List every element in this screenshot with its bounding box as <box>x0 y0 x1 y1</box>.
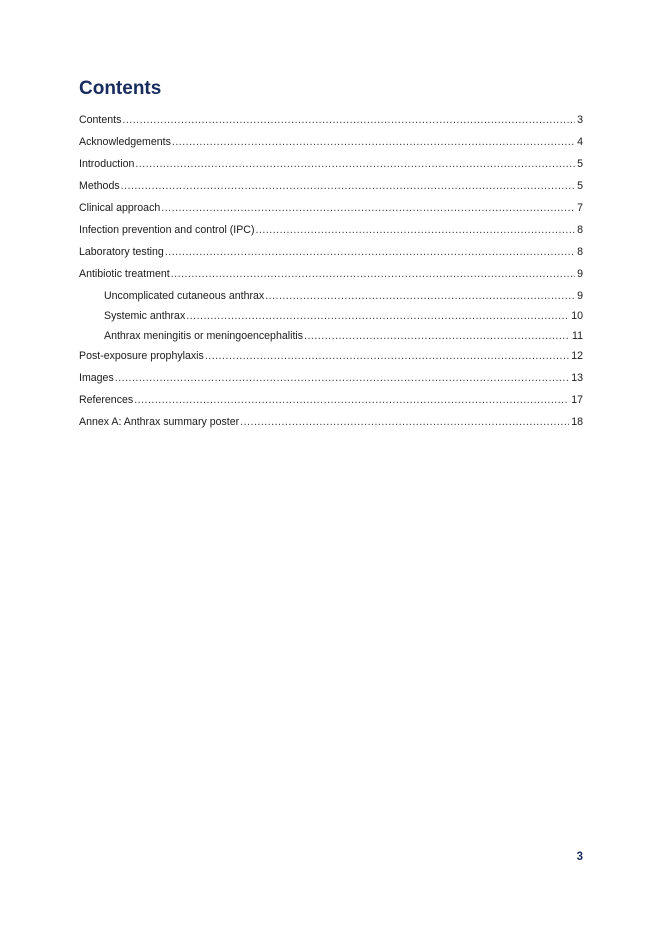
toc-entry-page[interactable]: 11 <box>572 330 583 342</box>
toc-entry-page[interactable]: 12 <box>571 350 583 362</box>
toc-entry-page[interactable]: 4 <box>577 136 583 148</box>
toc-entry-title[interactable]: Annex A: Anthrax summary poster <box>79 416 240 428</box>
toc-entry-page[interactable]: 10 <box>571 310 583 322</box>
toc-entry-title[interactable]: Methods <box>79 180 120 192</box>
toc-entry-title[interactable]: Introduction <box>79 158 135 170</box>
toc-entry-title[interactable]: Acknowledgements <box>79 136 171 148</box>
page-number: 3 <box>576 851 583 863</box>
toc-entry[interactable] <box>79 369 583 391</box>
toc-subentry[interactable] <box>79 307 583 327</box>
toc-entry[interactable] <box>79 155 583 177</box>
toc-dot-leader <box>135 155 575 173</box>
toc-entry[interactable] <box>79 347 583 369</box>
toc-dot-leader <box>172 133 575 151</box>
toc-entry-page[interactable]: 5 <box>577 180 583 192</box>
toc-entry-page[interactable]: 7 <box>577 202 583 214</box>
toc-entry-title[interactable]: Antibiotic treatment <box>79 268 170 280</box>
toc-dot-leader <box>115 369 569 387</box>
toc-entry[interactable] <box>79 199 583 221</box>
toc-entry-title[interactable]: Anthrax meningitis or meningoencephalitis <box>104 330 304 342</box>
toc-entry-page[interactable]: 9 <box>577 290 583 302</box>
toc-entry-page[interactable]: 18 <box>571 416 583 428</box>
toc-entry-page[interactable]: 17 <box>571 394 583 406</box>
toc-entry-title[interactable]: References <box>79 394 134 406</box>
toc-entry[interactable] <box>79 413 583 435</box>
toc-subentry[interactable] <box>79 327 583 347</box>
toc-entry-title[interactable]: Systemic anthrax <box>104 310 186 322</box>
toc-entry-title[interactable]: Images <box>79 372 114 384</box>
toc-dot-leader <box>161 199 575 217</box>
toc-dot-leader <box>134 391 569 409</box>
toc-entry-title[interactable]: Clinical approach <box>79 202 161 214</box>
table-of-contents <box>79 111 583 435</box>
toc-entry-page[interactable]: 8 <box>577 246 583 258</box>
toc-subentry[interactable] <box>79 287 583 307</box>
toc-entry[interactable] <box>79 221 583 243</box>
toc-entry-page[interactable]: 9 <box>577 268 583 280</box>
toc-entry-title[interactable]: Uncomplicated cutaneous anthrax <box>104 290 265 302</box>
toc-dot-leader <box>240 413 569 431</box>
toc-entry-page[interactable]: 3 <box>577 114 583 126</box>
toc-entry[interactable] <box>79 133 583 155</box>
toc-entry[interactable] <box>79 391 583 413</box>
toc-dot-leader <box>165 243 575 261</box>
toc-entry-title[interactable]: Infection prevention and control (IPC) <box>79 224 255 236</box>
toc-entry-title[interactable]: Contents <box>79 114 122 126</box>
toc-entry-title[interactable]: Laboratory testing <box>79 246 164 258</box>
toc-dot-leader <box>186 307 569 325</box>
toc-entry[interactable] <box>79 243 583 265</box>
toc-dot-leader <box>122 111 575 129</box>
toc-dot-leader <box>255 221 575 239</box>
toc-entry-title[interactable]: Post-exposure prophylaxis <box>79 350 204 362</box>
toc-entry[interactable] <box>79 111 583 133</box>
page-title: Contents <box>79 78 162 99</box>
toc-entry[interactable] <box>79 265 583 287</box>
toc-dot-leader <box>205 347 569 365</box>
toc-dot-leader <box>304 327 570 345</box>
toc-dot-leader <box>121 177 575 195</box>
toc-entry-page[interactable]: 8 <box>577 224 583 236</box>
toc-dot-leader <box>265 287 575 305</box>
toc-entry-page[interactable]: 13 <box>571 372 583 384</box>
toc-dot-leader <box>171 265 575 283</box>
toc-entry[interactable] <box>79 177 583 199</box>
toc-entry-page[interactable]: 5 <box>577 158 583 170</box>
